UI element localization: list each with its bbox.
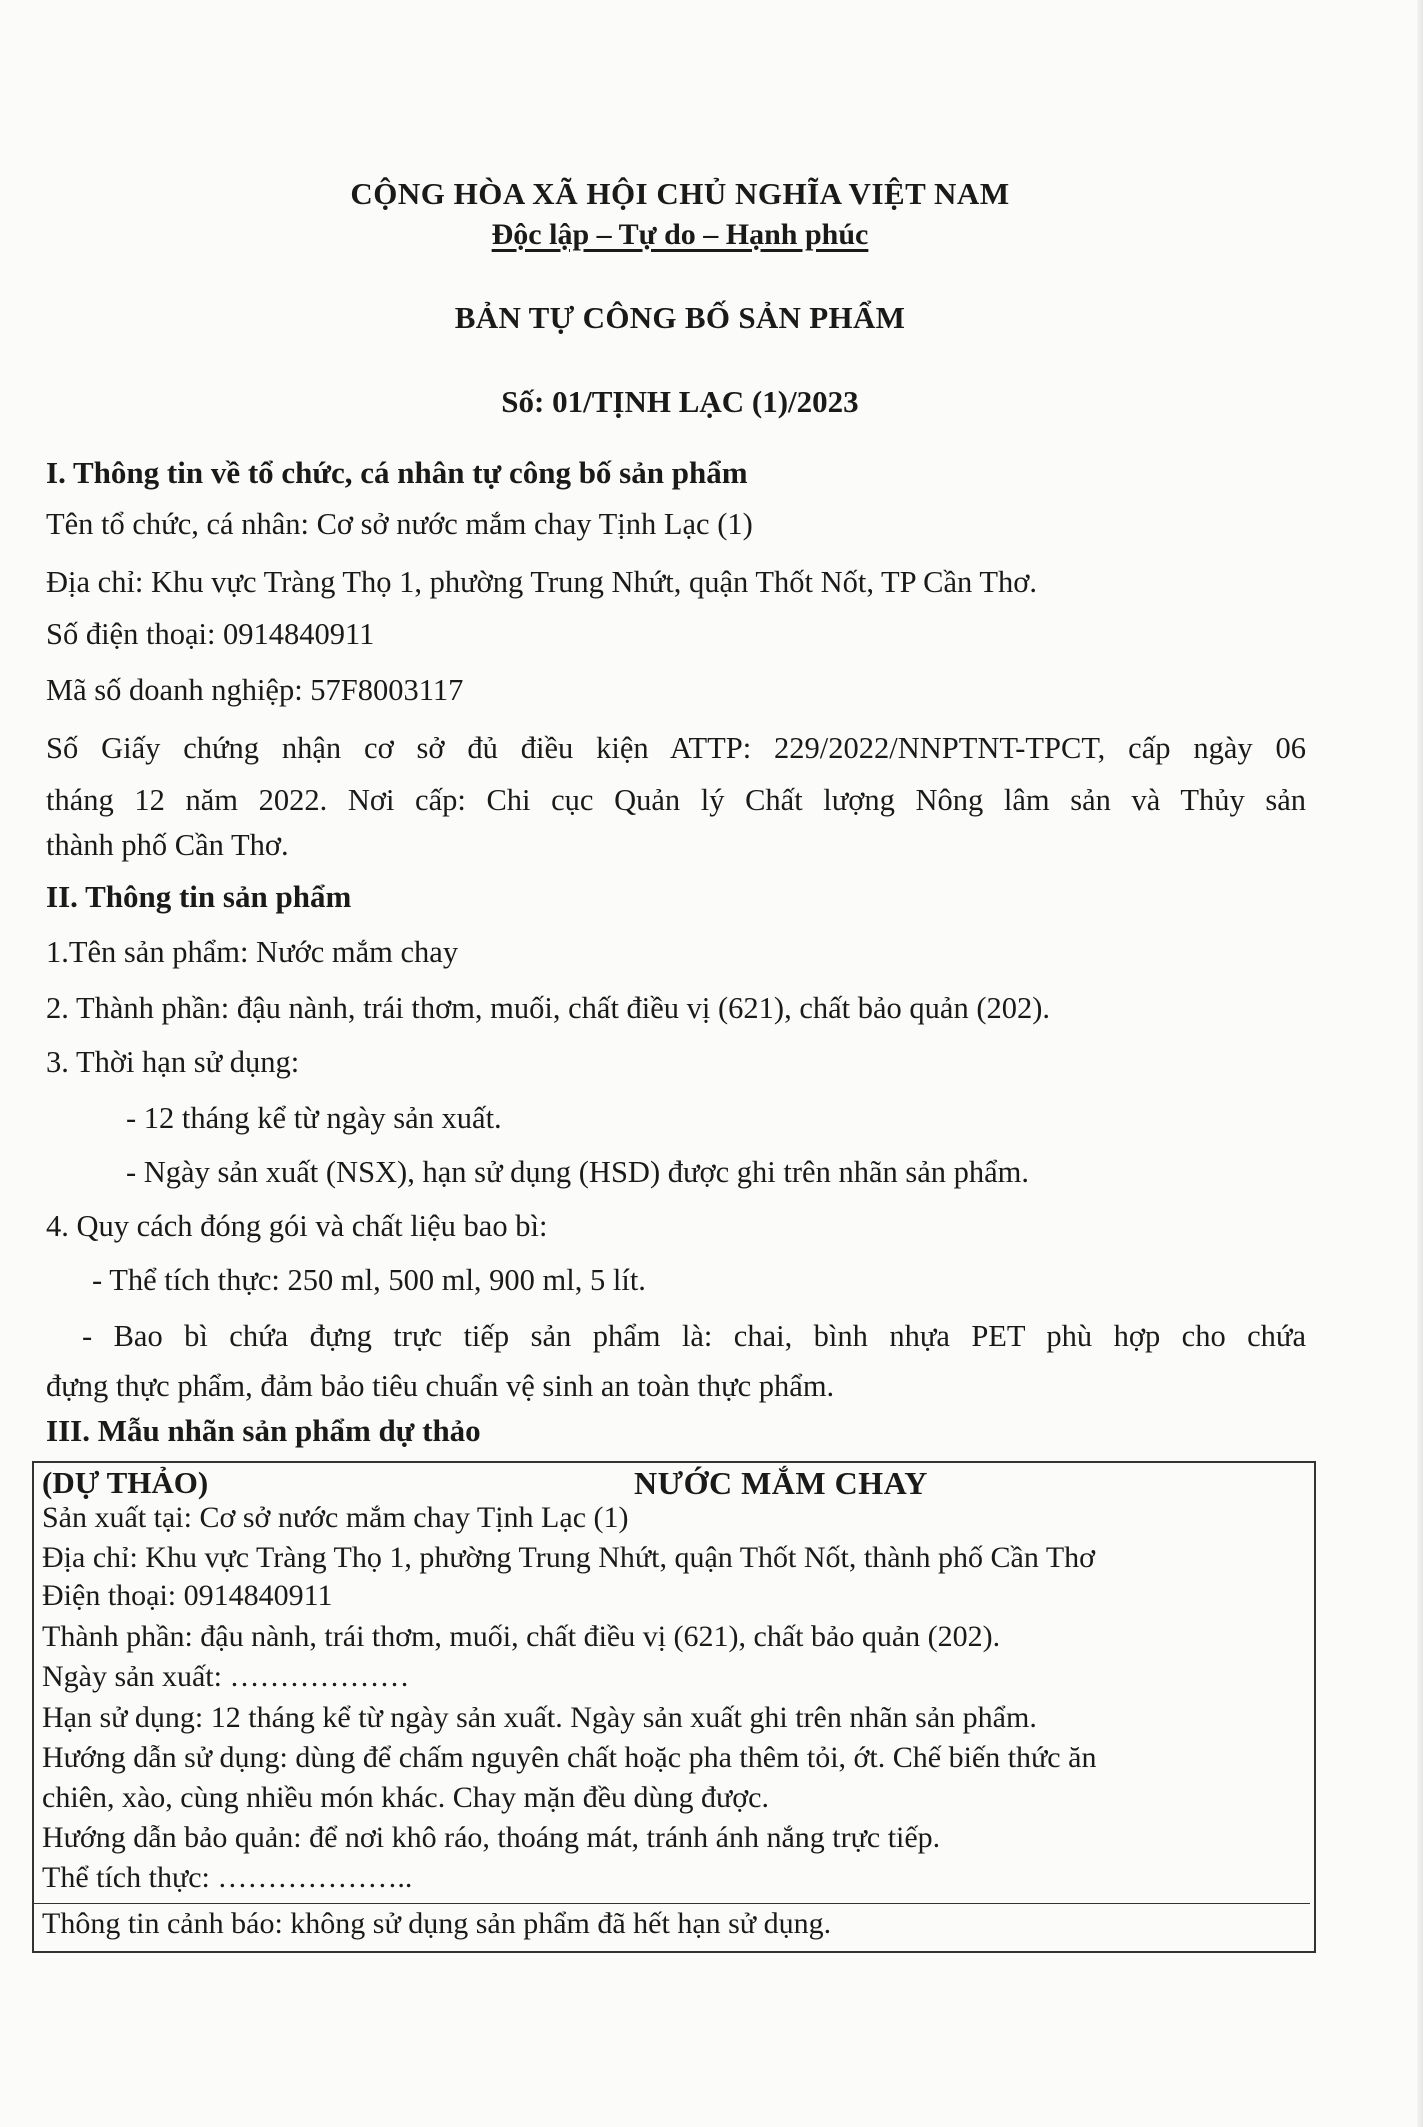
label-phone: Điện thoại: 0914840911 <box>42 1579 333 1612</box>
section-3-heading: III. Mẫu nhãn sản phẩm dự thảo <box>46 1413 481 1448</box>
business-code: Mã số doanh nghiệp: 57F8003117 <box>46 673 464 707</box>
org-address: Địa chỉ: Khu vực Tràng Thọ 1, phường Trung Nhứt, quận Thốt Nốt, TP Cần Thơ. <box>46 565 1037 599</box>
document-title: BẢN TỰ CÔNG BỐ SẢN PHẨM <box>454 300 906 335</box>
draft-tag: (DỰ THẢO) <box>42 1465 209 1500</box>
product-ingredients: 2. Thành phần: đậu nành, trái thơm, muối, chất điều vị (621), chất bảo quản (202). <box>46 991 1051 1025</box>
motto-text: Độc lập – Tự do – Hạnh phúc <box>491 218 869 251</box>
net-volume: - Thể tích thực: 250 ml, 500 ml, 900 ml, 5 lít. <box>92 1263 646 1297</box>
draft-label-box <box>32 1461 1316 1953</box>
shelf-life: 3. Thời hạn sử dụng: <box>46 1045 300 1079</box>
motto <box>0 218 1360 252</box>
label-usage-line-1: Hướng dẫn sử dụng: dùng để chấm nguyên chất hoặc pha thêm tỏi, ớt. Chế biến thức ăn <box>42 1741 1097 1774</box>
shelf-life-item-1: - 12 tháng kể từ ngày sản xuất. <box>126 1101 502 1135</box>
packaging-heading: 4. Quy cách đóng gói và chất liệu bao bì: <box>46 1209 548 1243</box>
section-1-heading: I. Thông tin về tổ chức, cá nhân tự công bố sản phẩm <box>46 455 748 490</box>
container-line-2: đựng thực phẩm, đảm bảo tiêu chuẩn vệ sinh an toàn thực phẩm. <box>46 1369 835 1403</box>
org-name: Tên tổ chức, cá nhân: Cơ sở nước mắm chay Tịnh Lạc (1) <box>46 507 753 541</box>
certificate-line-2: tháng 12 năm 2022. Nơi cấp: Chi cục Quản lý Chất lượng Nông lâm sản và Thủy sản <box>46 783 1306 817</box>
label-ingredients: Thành phần: đậu nành, trái thơm, muối, chất điều vị (621), chất bảo quản (202). <box>42 1620 1001 1653</box>
label-expiry: Hạn sử dụng: 12 tháng kể từ ngày sản xuất. Ngày sản xuất ghi trên nhãn sản phẩm. <box>42 1701 1037 1734</box>
label-storage: Hướng dẫn bảo quản: để nơi khô ráo, thoáng mát, tránh ánh nắng trực tiếp. <box>42 1821 941 1854</box>
section-2-heading: II. Thông tin sản phẩm <box>46 879 352 914</box>
label-mfg-date: Ngày sản xuất: ……………… <box>42 1660 410 1693</box>
label-net-volume: Thể tích thực: ……………….. <box>42 1861 413 1894</box>
label-product-title: NƯỚC MẮM CHAY <box>634 1465 928 1501</box>
document-number: Số: 01/TỊNH LẠC (1)/2023 <box>501 384 859 419</box>
label-address: Địa chỉ: Khu vực Tràng Thọ 1, phường Trung Nhứt, quận Thốt Nốt, thành phố Cần Thơ <box>42 1541 1096 1574</box>
container-line-1: - Bao bì chứa đựng trực tiếp sản phẩm là: chai, bình nhựa PET phù hợp cho chứa <box>82 1319 1306 1353</box>
certificate-line-3: thành phố Cần Thơ. <box>46 828 289 862</box>
label-warning: Thông tin cảnh báo: không sử dụng sản phẩm đã hết hạn sử dụng. <box>34 1903 1310 1944</box>
product-name: 1.Tên sản phẩm: Nước mắm chay <box>46 935 459 969</box>
country-heading: CỘNG HÒA XÃ HỘI CHỦ NGHĨA VIỆT NAM <box>350 176 1010 211</box>
label-produced-at: Sản xuất tại: Cơ sở nước mắm chay Tịnh Lạc (1) <box>42 1501 629 1534</box>
org-phone: Số điện thoại: 0914840911 <box>46 617 375 651</box>
shelf-life-item-2: - Ngày sản xuất (NSX), hạn sử dụng (HSD) được ghi trên nhãn sản phẩm. <box>126 1155 1030 1189</box>
label-usage-line-2: chiên, xào, cùng nhiều món khác. Chay mặn đều dùng được. <box>42 1781 769 1814</box>
certificate-line-1: Số Giấy chứng nhận cơ sở đủ điều kiện ATTP: 229/2022/NNPTNT-TPCT, cấp ngày 06 <box>46 731 1306 765</box>
